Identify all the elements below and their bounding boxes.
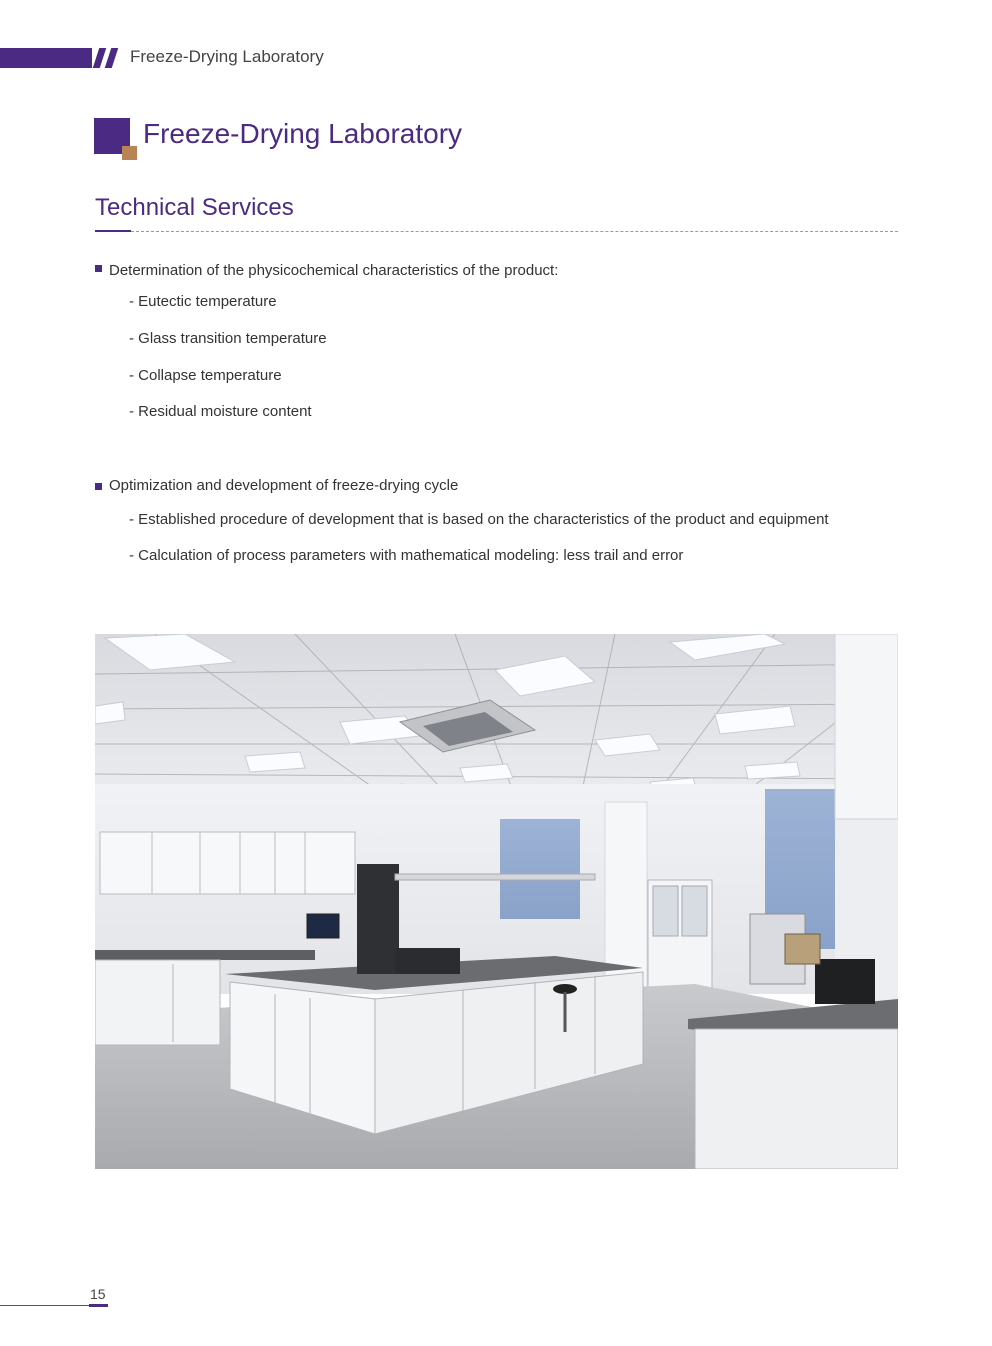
service-item: - Residual moisture content xyxy=(129,403,312,420)
section-underline xyxy=(95,230,131,232)
service-item: - Established procedure of development that is based on the characteristics of the product and equipment xyxy=(129,511,829,528)
header-slash-mark xyxy=(105,48,118,68)
page-title: Freeze-Drying Laboratory xyxy=(143,118,463,149)
section-divider xyxy=(131,231,898,232)
header-slash-mark xyxy=(93,48,106,68)
running-header-title: Freeze-Drying Laboratory xyxy=(130,47,324,66)
title-accent-square-icon xyxy=(122,146,137,160)
bullet-square-icon xyxy=(95,265,102,272)
page-number: 15 xyxy=(90,1286,106,1302)
section-title: Technical Services xyxy=(95,194,294,221)
laboratory-photo xyxy=(95,634,898,1169)
service-item: - Eutectic temperature xyxy=(129,293,277,310)
bullet-square-icon xyxy=(95,483,102,490)
service-item: - Glass transition temperature xyxy=(129,330,327,347)
service-item: - Calculation of process parameters with mathematical modeling: less trail and error xyxy=(129,547,684,564)
service-heading: Determination of the physicochemical characteristics of the product: xyxy=(109,262,559,279)
footer-accent xyxy=(89,1304,108,1307)
header-accent-bar xyxy=(0,48,92,68)
service-item: - Collapse temperature xyxy=(129,367,282,384)
service-heading: Optimization and development of freeze-drying cycle xyxy=(109,477,459,494)
